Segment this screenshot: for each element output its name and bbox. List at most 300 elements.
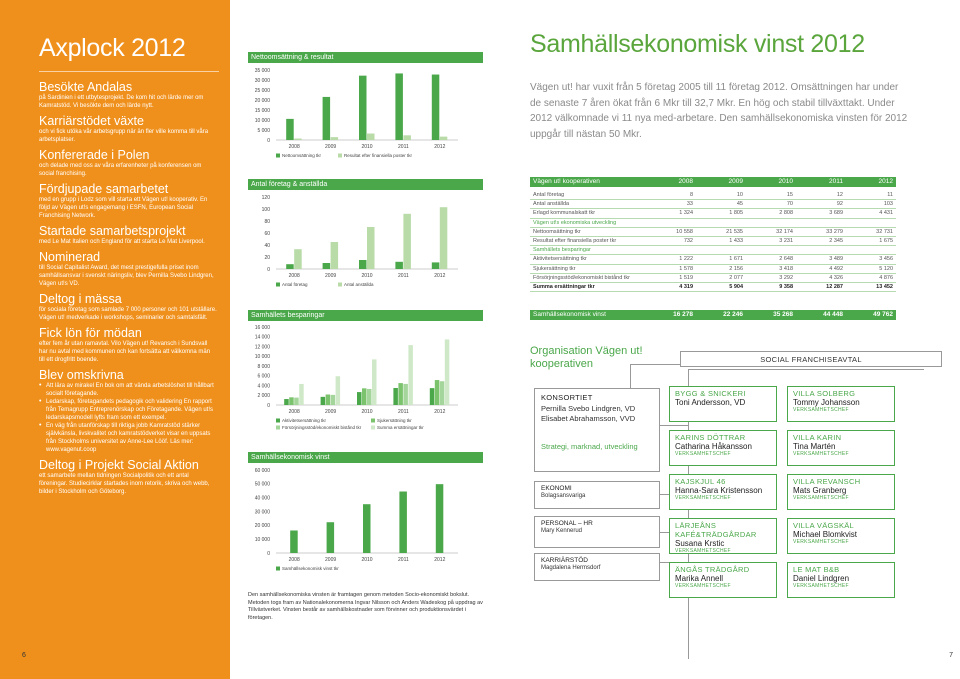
unit-box (787, 386, 895, 422)
unit-manager: Susana Krstic (675, 539, 725, 548)
profit-value: 49 762 (873, 311, 893, 318)
legend-swatch (371, 426, 375, 430)
table-cell: Nettoomsättning tkr (533, 228, 581, 235)
legend-label: Antal anställda (344, 282, 374, 287)
unit-manager: Toni Andersson, VD (675, 398, 746, 407)
consortium-heading: KONSORTIET (541, 393, 593, 402)
table-row (530, 209, 896, 218)
news-item (39, 80, 217, 110)
bar-2-2-1 (331, 395, 336, 405)
unit-name: LE MAT B&B (793, 565, 840, 574)
bar-0-1-3 (403, 135, 411, 140)
legend-label: Försörjningsstöd/ekonomiskt bistånd tkr (282, 425, 362, 430)
news-heading: Blev omskrivna (39, 368, 124, 382)
bar-0-0-2 (359, 76, 367, 140)
news-text: på Sardinien i ett utbytesprojekt. De kom hit och lärde mer om Kamratstöd. Vi besökte dem och lärde nytt. (39, 95, 204, 109)
news-text: till Social Capitalist Award, det mest prestigefulla priset inom samhällsansvar i svenskt näringsliv, blev Pernilla Svebo Lindgren, Vägen ut!s VD. (39, 265, 214, 287)
table-cell: 3 489 (829, 256, 843, 263)
economy-box (534, 481, 660, 509)
y-tick-label: 10 000 (254, 354, 270, 361)
x-tick-label: 2008 (288, 273, 300, 279)
table-cell: 3 292 (779, 274, 793, 281)
consortium-strategy: Strategi, marknad, utveckling (541, 442, 638, 451)
chart-revenue (248, 65, 483, 173)
x-tick-label: 2008 (288, 557, 300, 563)
news-heading: Besökte Andalas (39, 80, 133, 94)
table-header-cell: Vägen ut! kooperativen (533, 178, 600, 185)
table-cell: 1 675 (879, 238, 893, 245)
page-number-left: 6 (22, 652, 26, 659)
chart-title-companies: Antal företag & anställda (248, 179, 483, 190)
y-tick-label: 4 000 (257, 383, 270, 390)
table-cell: 2 077 (729, 274, 743, 281)
chart-title-revenue: Nettoomsättning & resultat (248, 52, 483, 63)
y-tick-label: 0 (267, 550, 270, 557)
table-row (530, 246, 896, 255)
table-cell (846, 219, 896, 227)
unit-manager: Hanna-Sara Kristensson (675, 486, 763, 495)
chart-title-savings: Samhällets besparingar (248, 310, 483, 321)
bar-2-0-2 (357, 392, 362, 405)
unit-manager: Marika Annell (675, 574, 724, 583)
news-item (39, 368, 217, 454)
unit-box (787, 518, 895, 554)
legend-swatch (276, 426, 280, 430)
table-cell: 8 (689, 192, 693, 198)
news-item (39, 182, 217, 220)
bar-0-1-0 (294, 139, 302, 140)
legend-swatch (371, 419, 375, 423)
table-cell: 12 (836, 192, 843, 198)
table-cell: 33 279 (826, 228, 843, 235)
table-cell: Aktivitetsersättning tkr (533, 256, 587, 263)
table-cell: 15 (786, 192, 793, 198)
table-row (530, 219, 896, 228)
table-row (530, 265, 896, 274)
bar-2-0-1 (321, 397, 326, 405)
x-tick-label: 2008 (288, 144, 300, 150)
career-heading: KARRIÄRSTÖD (541, 557, 588, 564)
y-tick-label: 25 000 (254, 87, 270, 94)
table-header-cell: 2010 (778, 178, 793, 185)
news-heading: Nominerad (39, 250, 101, 264)
table-cell: 103 (883, 201, 893, 208)
connector-line (630, 364, 631, 388)
table-row (530, 255, 896, 264)
unit-manager: Michael Blomkvist (793, 530, 858, 539)
unit-role: VERKSAMHETSCHEF (793, 495, 849, 501)
unit-name: VILLA REVANSCH (793, 477, 861, 486)
unit-box (787, 474, 895, 510)
news-bullet: • Att lära av mirakel En bok om att vända arbetslöshet till hållbart socialt företagande. (39, 382, 217, 398)
unit-box (669, 430, 777, 466)
hr-box (534, 516, 660, 548)
legend-label: Nettoomsättning tkr (282, 153, 322, 158)
x-tick-label: 2011 (398, 557, 409, 563)
unit-role: VERKSAMHETSCHEF (675, 583, 731, 589)
y-tick-label: 0 (267, 137, 270, 144)
table-cell (696, 246, 746, 254)
table-cell: 45 (736, 201, 743, 208)
unit-name: KARINS DÖTTRAR (675, 433, 746, 442)
unit-box (787, 430, 895, 466)
table-cell: 5 904 (729, 284, 743, 291)
table-cell: 2 156 (729, 265, 743, 272)
table-cell: 13 452 (876, 284, 893, 291)
bar-1-0-3 (395, 262, 403, 269)
table-cell: 1 805 (729, 210, 743, 217)
x-tick-label: 2012 (434, 557, 446, 563)
y-tick-label: 5 000 (257, 127, 270, 134)
intro-text: Vägen ut! har vuxit från 5 företag 2005 till 11 företag 2012. Omsättningen har under de senaste 7 åren ökat från 6 Mkr till 32,7 Mkr. En hög och stabil tillväxttakt. Under 2012 välkomnade vi 11 nya med-arbetare. Den samhällsekonomiska vinsten för 2012 uppgår till nästan 50 Mkr. (530, 82, 908, 140)
news-item (39, 458, 217, 496)
y-tick-label: 20 (264, 254, 270, 261)
news-heading: Deltog i mässa (39, 292, 122, 306)
x-tick-label: 2011 (398, 409, 409, 415)
bar-0-0-1 (323, 97, 331, 140)
page-number-right: 7 (949, 652, 953, 659)
unit-box (669, 562, 777, 598)
x-tick-label: 2011 (398, 144, 409, 150)
x-tick-label: 2008 (288, 409, 300, 415)
legend-swatch (276, 154, 280, 158)
profit-value: 22 246 (723, 311, 743, 318)
table-cell: 9 358 (779, 284, 793, 291)
news-item (39, 326, 217, 364)
table-cell: 32 731 (876, 228, 893, 235)
table-cell (796, 219, 846, 227)
unit-role: VERKSAMHETSCHEF (793, 407, 849, 413)
table-cell (646, 246, 696, 254)
y-tick-label: 12 000 (254, 344, 270, 351)
bar-1-1-3 (403, 214, 411, 269)
table-row (530, 191, 896, 200)
bar-2-1-4 (435, 380, 440, 405)
y-tick-label: 40 000 (254, 495, 270, 502)
bar-1-0-4 (432, 262, 440, 269)
legend-swatch (338, 283, 342, 287)
table-cell: 21 535 (726, 228, 743, 235)
y-tick-label: 80 (264, 218, 270, 225)
news-item (39, 292, 217, 322)
bar-3-0-3 (399, 492, 407, 553)
unit-manager: Mats Granberg (793, 486, 847, 495)
table-cell: 4 431 (879, 210, 893, 217)
page-title-right: Samhällsekonomisk vinst 2012 (530, 30, 865, 58)
table-row (530, 274, 896, 283)
y-tick-label: 8 000 (257, 363, 270, 370)
table-cell: 10 (736, 192, 743, 198)
unit-manager: Tina Martén (793, 442, 836, 451)
table-cell: 3 689 (829, 210, 843, 217)
legend-label: Antal företag (282, 282, 308, 287)
x-tick-label: 2010 (361, 144, 373, 150)
connector-line (688, 369, 924, 370)
y-tick-label: 15 000 (254, 107, 270, 114)
key-figures-table (530, 177, 896, 292)
table-cell: 3 418 (779, 265, 793, 272)
news-text: och delade med oss av våra erfarenheter på konferensen om social franchising. (39, 163, 202, 177)
table-cell: 92 (836, 201, 843, 208)
bar-2-0-4 (430, 388, 435, 405)
news-item (39, 224, 217, 246)
bar-2-2-4 (440, 381, 445, 405)
y-tick-label: 100 (261, 206, 270, 213)
franchise-box: SOCIAL FRANCHISEAVTAL (680, 351, 942, 367)
table-cell: 1 433 (729, 238, 743, 245)
bar-2-0-0 (284, 399, 289, 405)
unit-role: VERKSAMHETSCHEF (675, 451, 731, 457)
bar-2-3-0 (299, 384, 304, 405)
table-cell: 4 876 (879, 274, 893, 281)
news-text: efter fem år utan ramavtal. Vilo Vägen ut! Revansch i Sundsvall har nu avtal med kommunen och kan fortsätta att välkomna män till ett drogfritt boende. (39, 341, 211, 363)
table-header-cell: 2008 (678, 178, 693, 185)
connector-line (660, 425, 689, 426)
legend-swatch (276, 283, 280, 287)
table-cell: 3 231 (779, 238, 793, 245)
news-text: för sociala företag som samlade 7 000 personer och 101 utställare. Vägen ut! medverkade i workshops, seminarier och samtalsfält. (39, 307, 217, 321)
y-tick-label: 10 000 (254, 117, 270, 124)
unit-name: LÄRJEÅNS KAFÉ&TRÄDGÅRDAR (675, 521, 757, 539)
table-cell: Sjukersättning tkr (533, 265, 576, 272)
x-tick-label: 2012 (434, 273, 446, 279)
table-cell: 10 558 (676, 228, 693, 235)
x-tick-label: 2009 (325, 144, 337, 150)
unit-name: VILLA VÄGSKÄL (793, 521, 855, 530)
y-tick-label: 60 000 (254, 467, 270, 474)
table-cell (646, 219, 696, 227)
legend-label: Samhällsekonomisk vinst tkr (282, 566, 339, 571)
y-tick-label: 40 (264, 242, 270, 249)
left-column (0, 0, 230, 679)
career-box (534, 553, 660, 581)
y-tick-label: 14 000 (254, 334, 270, 341)
y-tick-label: 0 (267, 266, 270, 273)
news-bullet: • Ledarskap, företagandets pedagogik och validering En rapport från Temagrupp Entreprenörskap och Företagande. Vägen ut!s ledarskapsmodell lyfts fram som ett exempel. (39, 398, 217, 422)
table-cell: 4 492 (829, 265, 843, 272)
unit-role: VERKSAMHETSCHEF (793, 539, 849, 545)
economy-heading: EKONOMI (541, 485, 572, 492)
unit-manager: Catharina Håkansson (675, 442, 752, 451)
table-cell (746, 246, 796, 254)
table-cell: 32 174 (776, 228, 793, 235)
unit-manager: Tommy Johansson (793, 398, 860, 407)
table-cell: 33 (686, 201, 693, 208)
unit-manager: Daniel Lindgren (793, 574, 850, 583)
news-item (39, 250, 217, 288)
news-heading: Startade samarbetsprojekt (39, 224, 186, 238)
legend-swatch (276, 419, 280, 423)
economy-name: Bolagsansvariga (541, 493, 586, 499)
news-text: ett samarbete mellan tidningen Socialpolitik och ett antal föreningar. Studiecirklar startades inom retorik, skriva och webb, bilder i Stockholm och Göteborg. (39, 473, 210, 495)
y-tick-label: 120 (261, 194, 270, 201)
table-cell: 5 120 (879, 265, 893, 272)
chart-profit (248, 465, 483, 583)
y-tick-label: 20 000 (254, 523, 270, 530)
unit-name: VILLA SOLBERG (793, 389, 856, 398)
bar-2-3-1 (336, 376, 341, 405)
news-heading: Karriärstödet växte (39, 114, 144, 128)
y-tick-label: 2 000 (257, 393, 270, 400)
chart-companies (248, 192, 483, 304)
bar-2-3-2 (372, 359, 377, 405)
bar-1-1-4 (440, 207, 448, 269)
table-row (530, 228, 896, 237)
table-cell (796, 246, 846, 254)
unit-name: BYGG & SNICKERI (675, 389, 746, 398)
table-cell: Samhällets besparingar (533, 247, 591, 254)
y-tick-label: 20 000 (254, 97, 270, 104)
consortium-deputy: Elisabet Abrahamsson, VVD (541, 414, 636, 423)
table-cell: 3 456 (879, 256, 893, 263)
bar-0-0-3 (395, 73, 403, 140)
org-title: Organisation Vägen ut! kooperativen (530, 345, 643, 370)
bar-1-0-0 (286, 264, 294, 269)
x-tick-label: 2010 (361, 557, 373, 563)
news-item (39, 148, 217, 178)
news-item (39, 114, 217, 144)
table-cell: Vägen ut!s ekonomiska utveckling (533, 219, 617, 226)
unit-name: ÄNGÅS TRÄDGÅRD (675, 565, 750, 574)
x-tick-label: 2012 (434, 144, 446, 150)
unit-name: KAJSKJUL 46 (675, 477, 726, 486)
bar-0-0-4 (432, 75, 440, 140)
right-column (530, 0, 953, 679)
bar-0-1-2 (367, 134, 375, 140)
hr-heading: PERSONAL – HR (541, 520, 593, 527)
profit-value: 16 278 (673, 311, 693, 318)
y-tick-label: 16 000 (254, 324, 270, 331)
y-tick-label: 10 000 (254, 536, 270, 543)
x-tick-label: 2009 (325, 409, 337, 415)
unit-box (669, 518, 777, 554)
bar-2-1-3 (398, 383, 403, 405)
table-cell: 11 (887, 192, 893, 198)
table-cell: 4 326 (829, 274, 843, 281)
charts-column (248, 0, 483, 679)
x-tick-label: 2011 (398, 273, 409, 279)
news-bullet: • En väg från utanförskap till riktiga jobb Kamratstöd stärker självkänsla, livskvalitet och kamratstödverket visar en uppsats från Stockholms universitet av Anne-Lee Lööf. Läs mer: www.vagenut.coop (39, 422, 217, 454)
career-name: Magdalena Hermsdorf (541, 565, 601, 571)
consortium-box (534, 388, 660, 472)
table-cell (846, 246, 896, 254)
unit-box (787, 562, 895, 598)
bar-2-1-0 (289, 397, 294, 405)
news-heading: Deltog i Projekt Social Aktion (39, 458, 199, 472)
table-row (530, 200, 896, 209)
table-cell: 1 578 (679, 265, 693, 272)
legend-label: Summa ersättningar tkr (377, 425, 424, 430)
unit-name: VILLA KARIN (793, 433, 842, 442)
x-tick-label: 2009 (325, 273, 337, 279)
divider (39, 71, 219, 72)
unit-role: VERKSAMHETSCHEF (675, 548, 731, 554)
profit-row (530, 310, 896, 320)
y-tick-label: 50 000 (254, 481, 270, 488)
table-header-cell: 2012 (878, 178, 893, 185)
bar-2-3-3 (408, 345, 413, 405)
unit-role: VERKSAMHETSCHEF (675, 495, 731, 501)
table-row (530, 283, 896, 292)
table-cell: Försörjningsstöd/ekonomiskt bistånd tkr (533, 274, 630, 281)
table-cell: 732 (683, 238, 693, 245)
table-cell: Resultat efter finansiella poster tkr (533, 238, 617, 245)
table-cell: Antal anställda (533, 201, 570, 208)
table-cell: Summa ersättningar tkr (533, 284, 595, 291)
unit-role: VERKSAMHETSCHEF (793, 451, 849, 457)
bar-3-0-0 (290, 530, 298, 553)
news-heading: Fick lön för mödan (39, 326, 142, 340)
profit-value: 35 268 (773, 311, 793, 318)
legend-swatch (276, 567, 280, 571)
table-cell: 1 671 (729, 256, 743, 263)
legend-label: Sjukersättning tkr (377, 418, 412, 423)
news-text: med en grupp i Lodz som vill starta ett Vägen ut! kooperativ. En följd av Vägen ut!s engagemang i ESFN, European Social Franchising Network. (39, 197, 208, 219)
bar-2-0-3 (393, 388, 398, 405)
table-cell: 2 808 (779, 210, 793, 217)
table-cell: 2 648 (779, 256, 793, 263)
news-text: med Le Mat Italien och England för att starta Le Mat Liverpool. (39, 239, 205, 245)
table-cell: 4 319 (679, 284, 693, 291)
y-tick-label: 0 (267, 402, 270, 409)
profit-value: 44 448 (823, 311, 843, 318)
bar-1-1-1 (331, 242, 339, 269)
x-tick-label: 2010 (361, 409, 373, 415)
y-tick-label: 35 000 (254, 67, 270, 74)
unit-box (669, 386, 777, 422)
x-tick-label: 2012 (434, 409, 446, 415)
bar-2-2-0 (294, 398, 299, 405)
unit-box (669, 474, 777, 510)
table-cell: 2 345 (829, 238, 843, 245)
bar-3-0-1 (327, 522, 335, 553)
table-cell: 1 519 (679, 274, 693, 281)
chart-caption: Den samhällsekonomiska vinsten är framtagen genom metoden Socio-ekonomiskt bokslut. Metoden togs fram av Nationalekonomerna Ingvar Nilsson och Anders Wadeskog på uppdrag av Tillväxtverket. Vinsten består av samhällskostnader som förvinner och produktionsvärdet i företagen. (248, 592, 483, 621)
profit-label: Samhällsekonomisk vinst (533, 311, 606, 318)
bar-3-0-4 (436, 484, 444, 553)
table-cell: 1 222 (679, 256, 693, 263)
bar-1-1-2 (367, 227, 375, 269)
news-text: och vi fick utöka vår arbetsgrupp när än fler ville komma till våra arbetsplatser. (39, 129, 209, 143)
table-cell: Erlagd kommunalskatt tkr (533, 210, 596, 217)
bar-1-0-2 (359, 260, 367, 269)
y-tick-label: 6 000 (257, 373, 270, 380)
bar-1-0-1 (323, 263, 331, 269)
legend-label: Resultat efter finansiella poster tkr (344, 153, 413, 158)
unit-role: VERKSAMHETSCHEF (793, 583, 849, 589)
table-row (530, 237, 896, 246)
table-cell: 1 324 (679, 210, 693, 217)
x-tick-label: 2009 (325, 557, 337, 563)
table-header-cell: 2011 (829, 178, 843, 185)
news-heading: Konfererade i Polen (39, 148, 150, 162)
table-cell: 12 287 (826, 284, 843, 291)
legend-swatch (338, 154, 342, 158)
chart-savings (248, 323, 483, 443)
bar-2-1-2 (362, 388, 367, 405)
bar-0-0-0 (286, 119, 294, 140)
news-list (39, 80, 217, 500)
table-header (530, 177, 896, 187)
legend-label: Aktivitetsersättning tkr (282, 418, 327, 423)
y-tick-label: 30 000 (254, 77, 270, 84)
bar-2-2-2 (367, 389, 372, 405)
table-cell: Antal företag (533, 192, 565, 198)
table-cell (746, 219, 796, 227)
bar-0-1-1 (331, 137, 339, 140)
bar-2-3-4 (445, 339, 450, 405)
bar-0-1-4 (440, 137, 448, 140)
